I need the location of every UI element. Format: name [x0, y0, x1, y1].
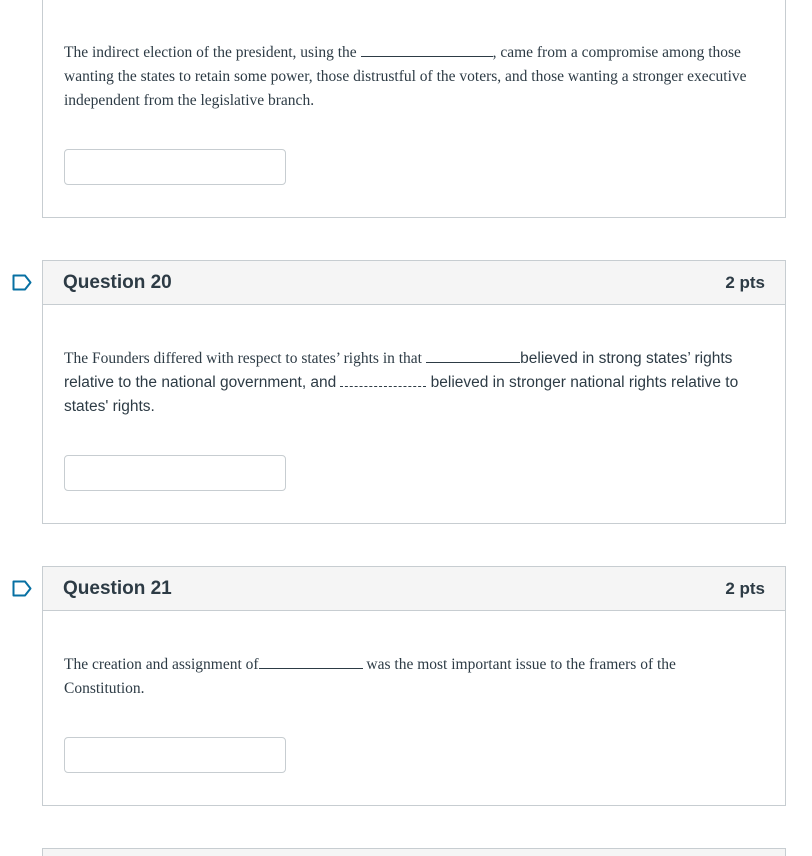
flag-question-icon[interactable]: [12, 580, 32, 597]
question-text-part: The creation and assignment of: [64, 656, 259, 673]
question-text: [64, 653, 704, 701]
question-points: 2 pts: [725, 272, 765, 292]
answer-blank: [426, 348, 520, 363]
answer-blank: [340, 372, 426, 387]
question-header: [43, 567, 785, 611]
question-text: [64, 347, 764, 419]
question-text-part: The indirect election of the president, using the: [64, 44, 357, 61]
question-text: [64, 41, 764, 113]
question-card-19: [42, 0, 786, 218]
question-card-21: [42, 566, 786, 806]
question-text-part: was the most important issue to the framers of the Constitution.: [64, 656, 676, 697]
answer-input[interactable]: [64, 737, 286, 773]
answer-blank: [361, 42, 493, 57]
question-card-next: [42, 848, 786, 856]
question-points: 2 pts: [725, 578, 765, 598]
question-card-20: [42, 260, 786, 524]
flag-question-icon[interactable]: [12, 274, 32, 291]
answer-blank: [259, 654, 363, 669]
answer-input[interactable]: [64, 455, 286, 491]
question-text-part: , came from a compromise among those wanting the states to retain some power, those distrustful of the voters, and those wanting a stronger executive independent from the legislative branch.: [64, 44, 747, 109]
question-text-part: believed in strong states’ rights relative to the national government, and: [64, 350, 733, 391]
answer-input[interactable]: [64, 149, 286, 185]
question-title: Question 21: [63, 577, 172, 599]
question-text-part: The Founders differed with respect to states’ rights in that: [64, 350, 422, 367]
question-header: [43, 261, 785, 305]
question-text-part: believed in stronger national rights relative to states' rights.: [64, 374, 739, 415]
question-title: Question 20: [63, 271, 172, 293]
